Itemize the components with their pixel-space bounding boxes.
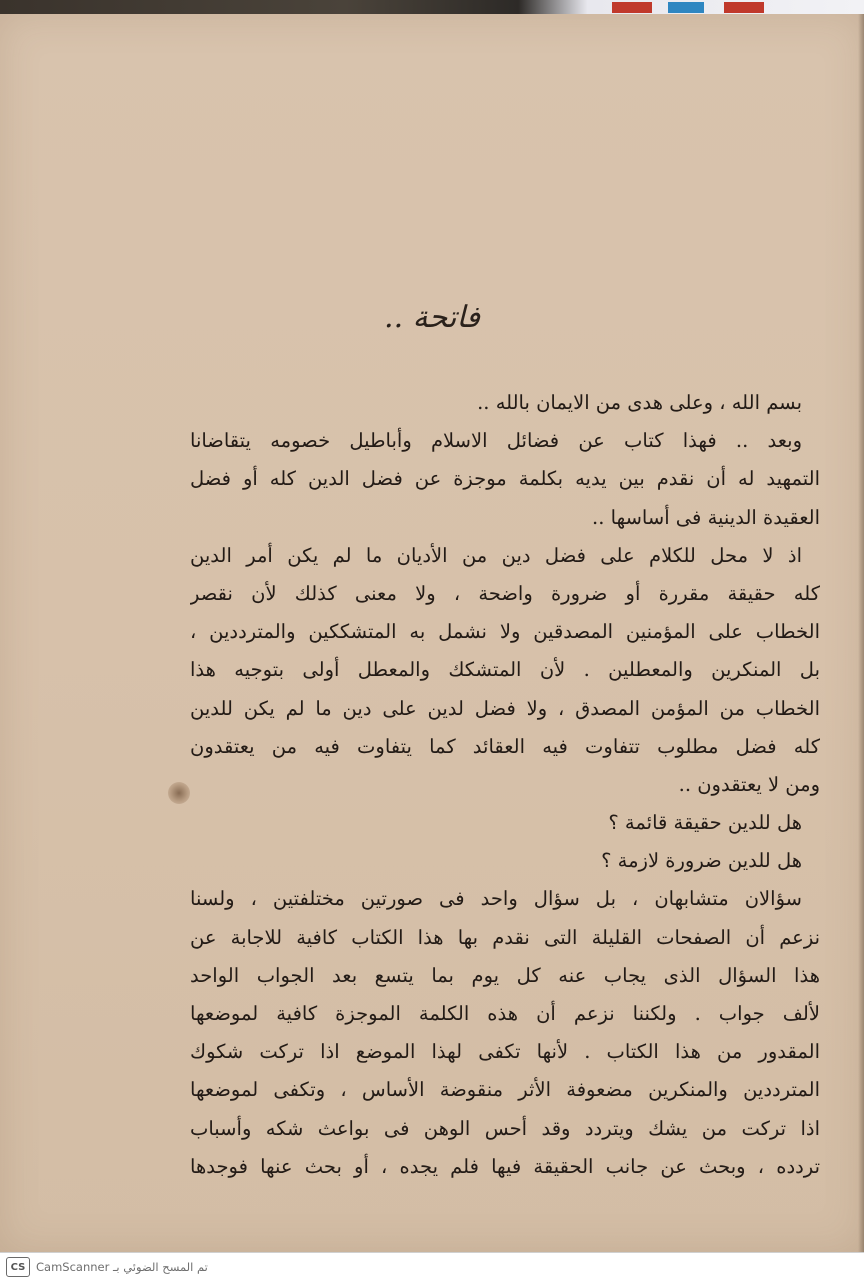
- text-line: سؤالان متشابهان ، بل سؤال واحد فى صورتين مختلفتين ، ولسنا: [190, 887, 802, 911]
- text-line: ومن لا يعتقدون ..: [678, 772, 820, 796]
- body-text: [190, 384, 820, 1186]
- text-line: الخطاب على المؤمنين المصدقين ولا نشمل به المتشككين والمترددين ،: [190, 620, 820, 644]
- text-line: هذا السؤال الذى يجاب عنه كل يوم بما يتسع بعد الجواب الواحد: [190, 963, 820, 987]
- text-line: هل للدين حقيقة قائمة ؟: [608, 811, 802, 835]
- scanner-watermark-bar: [0, 1252, 864, 1280]
- background-object: [668, 2, 704, 13]
- text-line: اذا تركت من يشك ويتردد وقد أحس الوهن فى بواعث شكه وأسباب: [190, 1116, 820, 1140]
- text-line: كله فضل مطلوب تتفاوت فيه العقائد كما يتفاوت فيه من يعتقدون: [190, 734, 820, 758]
- text-line: اذ لا محل للكلام على فضل دين من الأديان ما لم يكن أمر الدين: [190, 543, 802, 567]
- background-object: [612, 2, 652, 13]
- text-line: تردده ، وبحث عن جانب الحقيقة فيها فلم يجده ، أو بحث عنها فوجدها: [190, 1154, 820, 1178]
- text-line: التمهيد له أن نقدم بين يديه بكلمة موجزة عن فضل الدين كله أو فضل: [190, 467, 820, 491]
- text-line: بل المنكرين والمعطلين . لأن المتشكك والمعطل أولى بتوجيه هذا: [190, 658, 820, 682]
- text-line: كله حقيقة مقررة أو ضرورة واضحة ، ولا معنى كذلك لأن نقصر: [190, 581, 820, 605]
- text-line: الخطاب من المؤمن المصدق ، ولا فضل لدين على دين ما لم يكن للدين: [190, 696, 820, 720]
- text-line: هل للدين ضرورة لازمة ؟: [601, 849, 802, 873]
- page-heading: فاتحة ..: [384, 300, 480, 335]
- scanner-watermark-text: تم المسح الضوئي بـ CamScanner: [36, 1260, 208, 1274]
- text-line: المقدور من هذا الكتاب . لأنها تكفى لهذا الموضع اذا تركت شكوك: [190, 1040, 820, 1064]
- text-line: المترددين والمنكرين مضعوفة الأثر منقوضة الأساس ، وتكفى لموضعها: [190, 1078, 820, 1102]
- text-line: العقيدة الدينية فى أساسها ..: [592, 505, 820, 529]
- background-object: [724, 2, 764, 13]
- page-edge-shadow: [858, 14, 864, 1252]
- text-line: لألف جواب . ولكننا نزعم أن هذه الكلمة الموجزة كافية لموضعها: [190, 1002, 820, 1025]
- camscanner-logo-icon: CS: [6, 1257, 30, 1277]
- text-line: نزعم أن الصفحات القليلة التى نقدم بها هذا الكتاب كافية للاجابة عن: [190, 925, 820, 949]
- text-line: بسم الله ، وعلى هدى من الايمان بالله ..: [477, 391, 802, 414]
- text-line: وبعد .. فهذا كتاب عن فضائل الاسلام وأباطيل خصومه يتقاضانا: [190, 429, 802, 453]
- ink-stain: [168, 782, 190, 804]
